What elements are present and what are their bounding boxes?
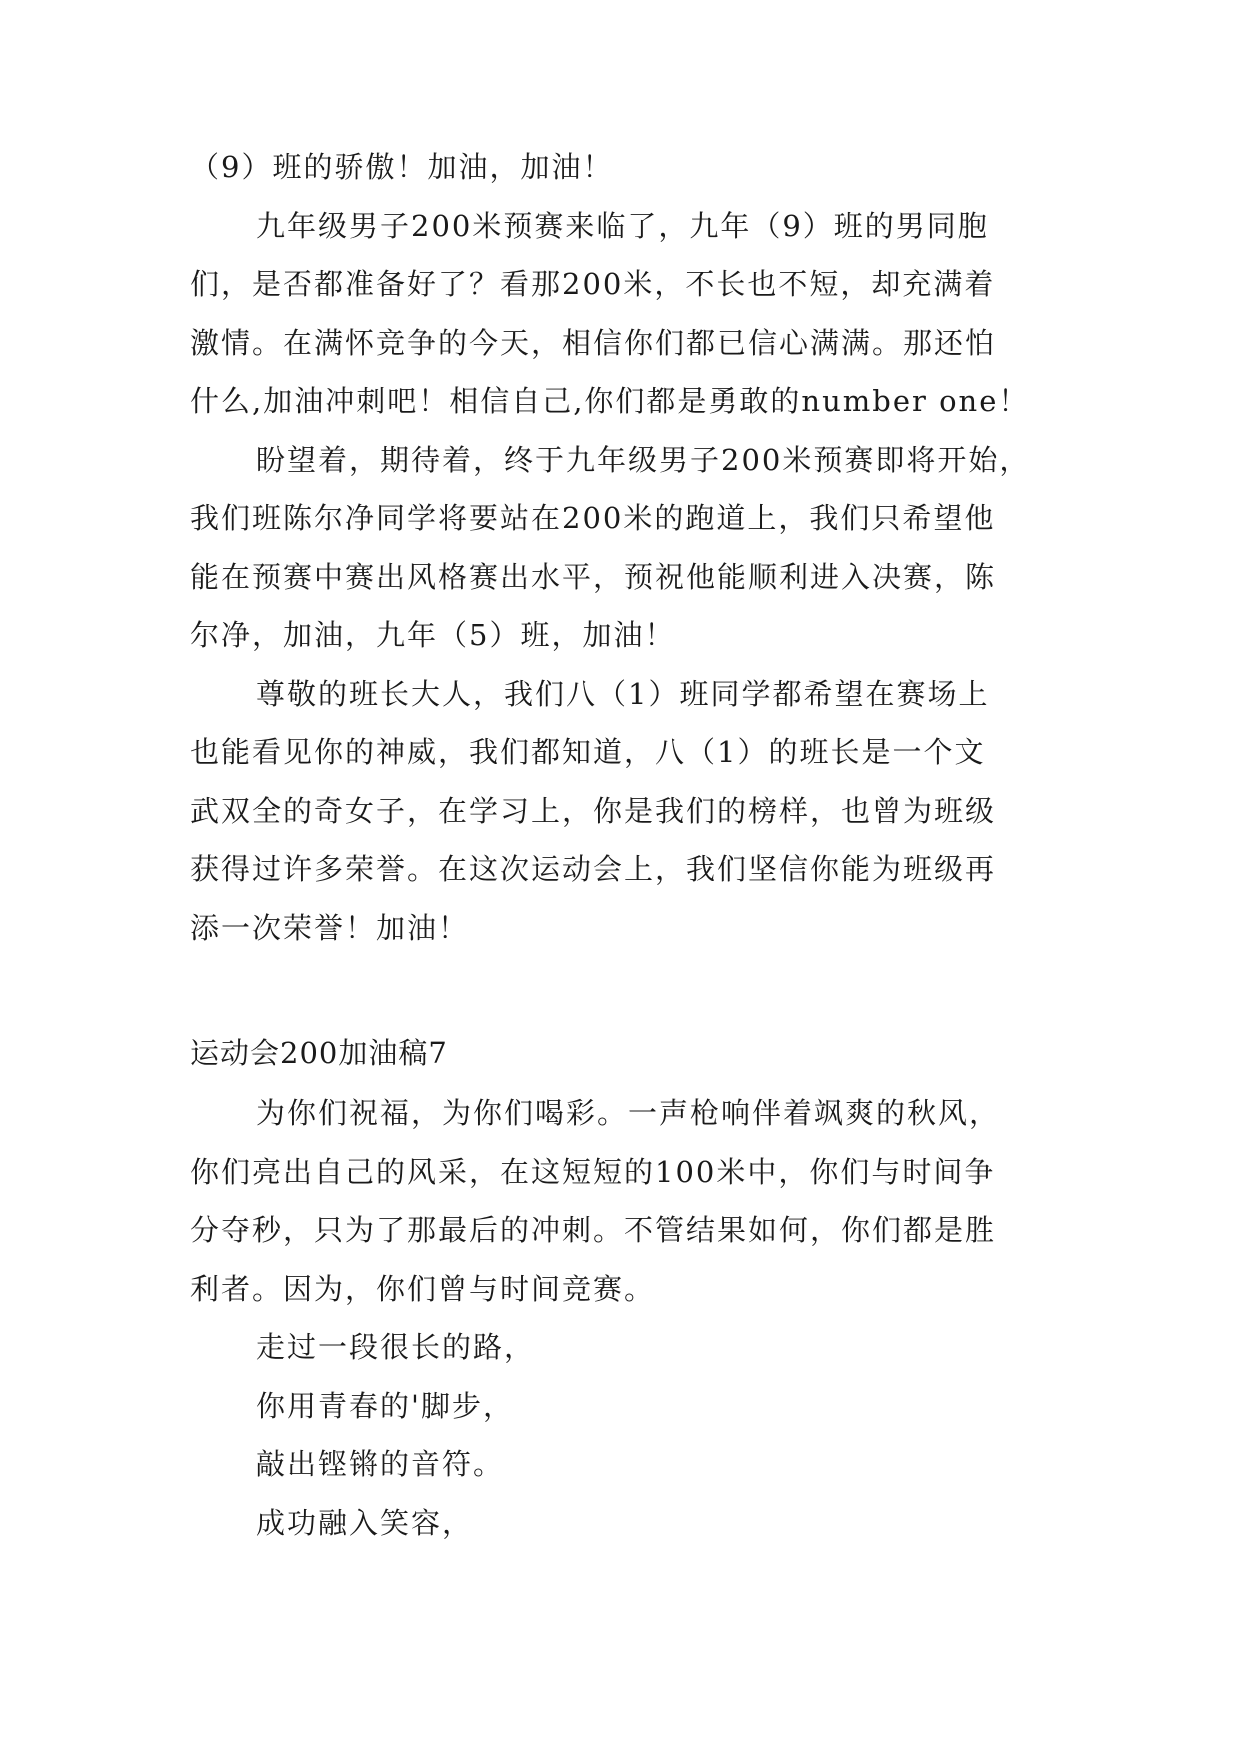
text-line: 们，是否都准备好了？看那200米，不长也不短，却充满着 bbox=[190, 267, 996, 301]
text-line: 尊敬的班长大人，我们八（1）班同学都希望在赛场上 bbox=[256, 676, 990, 711]
text-line: 武双全的奇女子，在学习上，你是我们的榜样，也曾为班级 bbox=[190, 793, 997, 828]
text-line: 获得过许多荣誉。在这次运动会上，我们坚信你能为班级再 bbox=[190, 852, 997, 886]
text-line: 盼望着，期待着，终于九年级男子200米预赛即将开始， bbox=[256, 442, 1031, 477]
text-line: 为你们祝福，为你们喝彩。一声枪响伴着飒爽的秋风， bbox=[256, 1096, 1001, 1130]
text-line: 激情。在满怀竞争的今天，相信你们都已信心满满。那还怕 bbox=[190, 325, 997, 360]
text-line: 利者。因为，你们曾与时间竞赛。 bbox=[190, 1271, 656, 1306]
poem-line: 走过一段很长的路， bbox=[256, 1330, 536, 1364]
text-line: 九年级男子200米预赛来临了，九年（9）班的男同胞 bbox=[256, 208, 989, 243]
text-line: 能在预赛中赛出风格赛出水平，预祝他能顺利进入决赛，陈 bbox=[190, 559, 997, 594]
text-line: 也能看见你的神威，我们都知道，八（1）的班长是一个文 bbox=[190, 735, 986, 769]
text-line: 你们亮出自己的风采，在这短短的100米中，你们与时间争 bbox=[190, 1154, 996, 1189]
text-line: 什么,加油冲刺吧！相信自己,你们都是勇敢的number one！ bbox=[190, 384, 1030, 418]
passage-cheer-class-9 bbox=[190, 138, 1070, 957]
poem-line: 成功融入笑容， bbox=[256, 1505, 474, 1540]
poem-line: 敲出铿锵的音符。 bbox=[256, 1447, 505, 1481]
text-line: 添一次荣誉！加油！ bbox=[190, 910, 470, 945]
text-line: 尔净，加油，九年（5）班，加油！ bbox=[190, 618, 676, 652]
poem-line: 你用青春的'脚步， bbox=[256, 1388, 514, 1423]
text-line: （9）班的骄傲！加油，加油！ bbox=[190, 150, 614, 184]
passage-cheer-200m bbox=[190, 1084, 1070, 1552]
text-line: 分夺秒，只为了那最后的冲刺。不管结果如何，你们都是胜 bbox=[190, 1213, 997, 1247]
text-line: 我们班陈尔净同学将要站在200米的跑道上，我们只希望他 bbox=[190, 501, 996, 535]
section-title: 运动会200加油稿7 bbox=[190, 1036, 448, 1070]
